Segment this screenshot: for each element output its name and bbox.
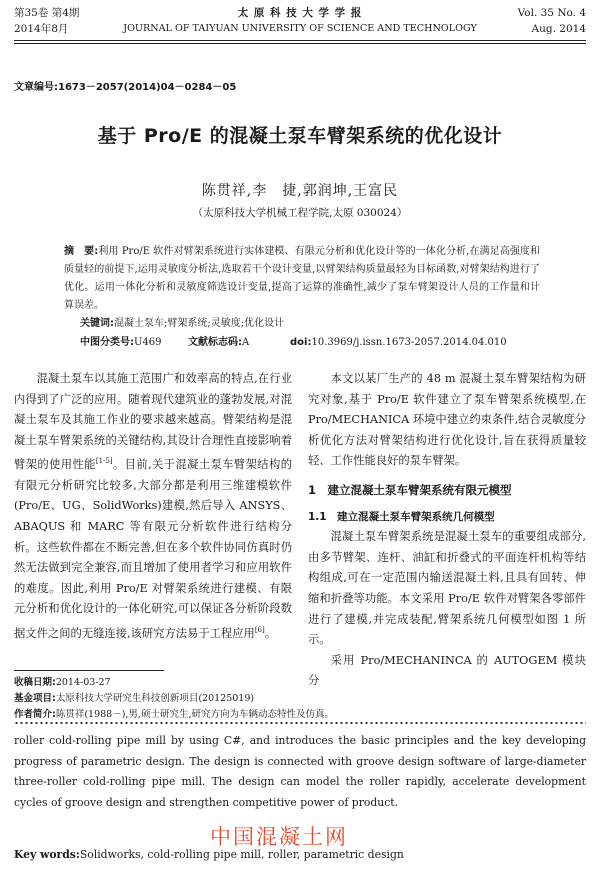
keywords-label: 关键词: bbox=[80, 318, 114, 329]
date-en: Aug. 2014 bbox=[531, 23, 586, 35]
english-abstract-continuation: roller cold-rolling pipe mill by using C#, and introduces the basic principles and the key developing progress of parametric design. The design is connected with groove design software of large-diameter three-roller cold-rolling pipe mill. The design can model the roller rapidly, accelerate development cycles of groove design and strengthen competitive power of product. bbox=[14, 734, 586, 809]
english-keywords-label: Key words: bbox=[14, 848, 80, 861]
received-label: 收稿日期: bbox=[14, 677, 56, 688]
clc-label: 中图分类号: bbox=[80, 337, 134, 348]
author-bio-label: 作者简介: bbox=[14, 709, 56, 720]
received-value: 2014-03-27 bbox=[55, 677, 111, 688]
fund-project bbox=[14, 691, 254, 707]
paper-title: 基于 Pro/E 的混凝土泵车臂架系统的优化设计 bbox=[97, 125, 503, 147]
citation-2: [6] bbox=[254, 625, 265, 634]
doi-value: 10.3969/j.issn.1673-2057.2014.04.010 bbox=[311, 337, 507, 348]
clc-number bbox=[80, 336, 162, 350]
watermark-logo: 中国混凝土网 bbox=[210, 825, 348, 849]
english-keywords bbox=[14, 848, 404, 861]
english-keywords-text: Solidworks, cold-rolling pipe mill, roller, parametric design bbox=[79, 848, 404, 861]
document-code-value: A bbox=[242, 337, 250, 348]
clc-value: U469 bbox=[134, 337, 162, 348]
citation-1: [1-5] bbox=[95, 457, 113, 466]
doi-label: doi: bbox=[290, 337, 312, 348]
header-rule-bottom bbox=[14, 43, 586, 44]
article-number: 文章编号:1673－2057(2014)04－0284－05 bbox=[14, 82, 237, 93]
abstract-label: 摘 要: bbox=[64, 246, 99, 257]
objective-paragraph: 本文以某厂生产的 48 m 混凝土泵车臂架结构为研究对象,基于 Pro/E 软件建立了泵车臂架系统模型,在 Pro/MECHANICA 环境中建立约束条件,结合灵敏度分析优化方法对臂架结构进行优化设计,旨在获得质量较轻、工作性能良好的泵车臂架。 bbox=[308, 372, 586, 468]
volume-issue-en: Vol. 35 No. 4 bbox=[517, 7, 586, 19]
fund-value: 太原科技大学研究生科技创新项目(20125019) bbox=[55, 693, 255, 704]
keywords bbox=[80, 317, 284, 331]
subsection-heading-1-1: 1.1 建立混凝土泵车臂架系统几何模型 bbox=[308, 510, 495, 523]
volume-issue-cn: 第35卷 第4期 bbox=[14, 7, 80, 19]
abstract-text: 利用 Pro/E 软件对臂架系统进行实体建模、有限元分析和优化设计等的一体化分析,在满足高强度和质量轻的前提下,运用灵敏度分析法,选取若干个设计变量,以臂架结构质量最轻为目标函数,对臂架结构进行了优化。运用一体化分析和灵敏度筛选设计变量,提高了运算的准确性,减少了泵车臂架设计人员的工作量和计算误差。 bbox=[64, 246, 541, 311]
keywords-text: 混凝土泵车;臂架系统;灵敏度;优化设计 bbox=[114, 318, 285, 329]
left-column bbox=[14, 369, 292, 644]
journal-title-cn: 太 原 科 技 大 学 学 报 bbox=[237, 7, 363, 19]
section-heading-1: 1 建立混凝土泵车臂架系统有限元模型 bbox=[308, 482, 512, 497]
intro-text-3: 。 bbox=[264, 626, 277, 640]
affiliation: （太原科技大学机械工程学院,太原 030024） bbox=[192, 207, 408, 219]
intro-text-1: 混凝土泵车以其施工范围广和效率高的特点,在行业内得到了广泛的应用。随着现代建筑业的蓬勃发展,对混凝土泵车及其施工作业的要求越来越高。臂架结构是混凝土泵车臂架系统的关键结构,其设计合理性直接影响着臂架的使用性能 bbox=[14, 372, 292, 472]
received-date bbox=[14, 675, 111, 691]
document-code-label: 文献标志码: bbox=[188, 337, 242, 348]
document-code bbox=[188, 336, 249, 350]
model-paragraph: 混凝土泵车臂架系统是混凝土泵车的重要组成部分,由多节臂架、连杆、油缸和折叠式的平面连杆机构等结构组成,可在一定范围内输送混凝土料,且具有回转、伸缩和折叠等功能。本文采用 Pro/E 软件对臂架各零部件进行了建模,并完成装配,臂架系统几何模型如图 1 所示。 bbox=[308, 530, 586, 647]
journal-title-en: JOURNAL OF TAIYUAN UNIVERSITY OF SCIENCE AND TECHNOLOGY bbox=[123, 23, 477, 34]
intro-paragraph bbox=[14, 369, 292, 644]
date-cn: 2014年8月 bbox=[14, 23, 69, 35]
doi bbox=[290, 336, 507, 350]
intro-text-2: 。目前,关于混凝土泵车臂架结构的有限元分析研究比较多,大部分都是利用三维建模软件(Pro/E、UG、SolidWorks)建模,然后导入 ANSYS、ABAQUS 和 MARC 等有限元分析软件进行结构分析。这些软件都在不断完善,但在多个软件协同仿真时仍然无法做到完全兼容,而且增加了使用者学习和应用软件的难度。因此,利用 Pro/E 对臂架系统进行建模、有限元分析和优化设计的一体化研究,可以保证各分析阶段数据文件之间的无缝连接,该研究方法易于工程应用 bbox=[14, 458, 292, 640]
abstract bbox=[64, 243, 540, 315]
right-column bbox=[308, 369, 586, 692]
fund-label: 基金项目: bbox=[14, 693, 56, 704]
autogem-paragraph: 采用 Pro/MECHANINCA 的 AUTOGEM 模块分 bbox=[308, 653, 586, 688]
header-rule-top bbox=[14, 40, 586, 41]
footnote-rule bbox=[14, 670, 164, 671]
authors: 陈贯祥,李 捷,郭润坤,王富民 bbox=[201, 183, 399, 199]
dotted-separator bbox=[14, 721, 586, 725]
author-bio-value: 陈贯祥(1988－),男,硕士研究生,研究方向为车辆动态特性及仿真。 bbox=[55, 709, 334, 720]
